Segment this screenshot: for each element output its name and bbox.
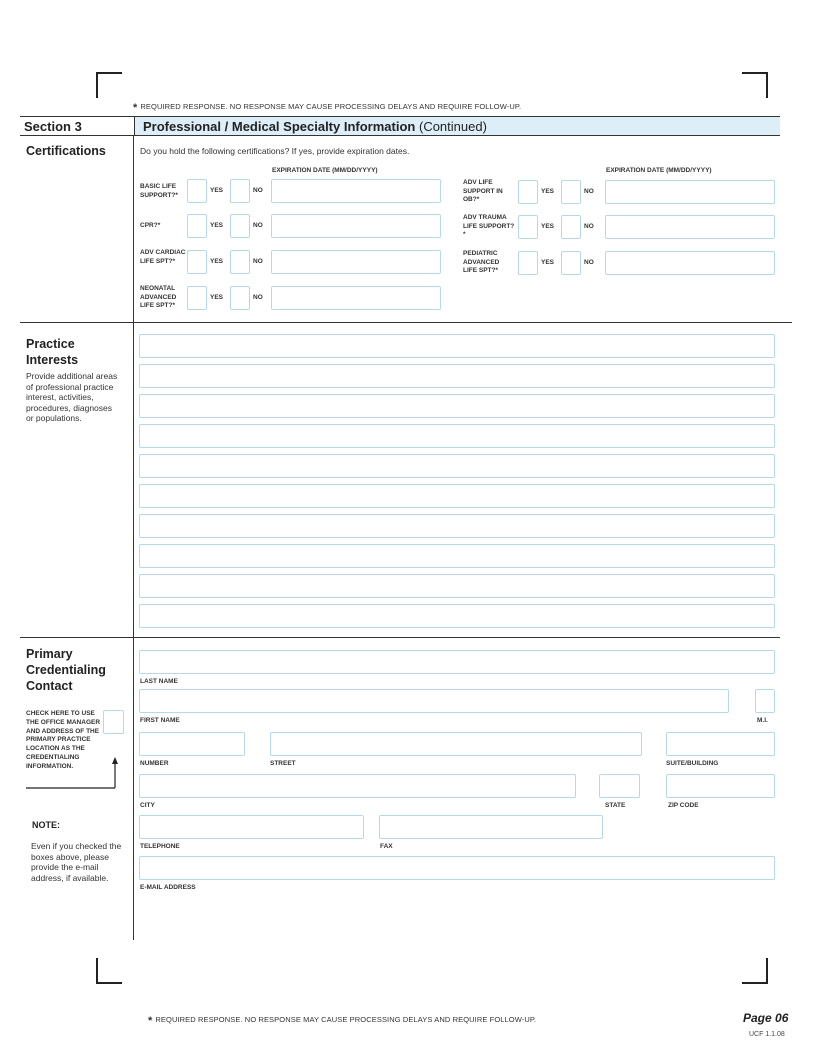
cert-yes-label: YES xyxy=(210,258,224,265)
cert-yes-label: YES xyxy=(541,259,555,266)
last-name-input[interactable] xyxy=(139,650,775,674)
cert-date-input-adv-trauma[interactable] xyxy=(605,215,775,239)
cert-no-box-adv-cardiac[interactable] xyxy=(230,250,250,274)
practice-interest-line-6[interactable] xyxy=(139,484,775,508)
cert-yes-box-pediatric[interactable] xyxy=(518,251,538,275)
cert-label-pediatric: PEDIATRIC ADVANCED LIFE SPT?* xyxy=(463,250,500,274)
fax-input[interactable] xyxy=(379,815,603,839)
email-label: E-MAIL ADDRESS xyxy=(140,884,196,891)
certifications-question: Do you hold the following certifications? If yes, provide expiration dates. xyxy=(140,146,410,156)
zip-code-input[interactable] xyxy=(666,774,775,798)
street-label: STREET xyxy=(270,760,296,767)
cert-label-adv-trauma: ADV TRAUMA LIFE SUPPORT?* xyxy=(463,214,515,238)
zip-code-label: ZIP CODE xyxy=(668,802,699,809)
middle-initial-label: M.I. xyxy=(757,717,768,724)
divider-practice-interests xyxy=(20,637,780,638)
practice-interest-line-1[interactable] xyxy=(139,334,775,358)
cert-yes-box-adv-trauma[interactable] xyxy=(518,215,538,239)
last-name-label: LAST NAME xyxy=(140,678,178,685)
practice-interest-line-4[interactable] xyxy=(139,424,775,448)
office-manager-checkbox[interactable] xyxy=(103,710,124,734)
section-header xyxy=(20,116,780,136)
cert-no-label: NO xyxy=(253,258,263,265)
telephone-input[interactable] xyxy=(139,815,364,839)
cert-date-input-cpr[interactable] xyxy=(271,214,441,238)
first-name-input[interactable] xyxy=(139,689,729,713)
required-note-bottom xyxy=(148,1015,536,1027)
page-number: Page 06 xyxy=(743,1011,789,1025)
street-number-input[interactable] xyxy=(139,732,245,756)
cert-no-box-basic-life-support[interactable] xyxy=(230,179,250,203)
required-star: * xyxy=(133,102,138,114)
state-label: STATE xyxy=(605,802,626,809)
email-input[interactable] xyxy=(139,856,775,880)
section-title xyxy=(143,119,487,134)
cert-no-label: NO xyxy=(584,223,594,230)
cert-no-box-neonatal[interactable] xyxy=(230,286,250,310)
office-manager-checkbox-text: CHECK HERE TO USE THE OFFICE MANAGER AND ADDRESS OF THE PRIMARY PRACTICE LOCATION AS THE CREDENTIALING INFORMATION. xyxy=(26,710,101,770)
certifications-title: Certifications xyxy=(26,144,106,158)
cert-label-basic-life-support: BASIC LIFE SUPPORT?* xyxy=(140,183,178,199)
section-title-bar xyxy=(134,117,780,135)
city-label: CITY xyxy=(140,802,155,809)
cert-no-label: NO xyxy=(253,222,263,229)
city-input[interactable] xyxy=(139,774,576,798)
cert-yes-label: YES xyxy=(541,188,555,195)
practice-interest-line-10[interactable] xyxy=(139,604,775,628)
required-note-text: REQUIRED RESPONSE. NO RESPONSE MAY CAUSE PROCESSING DELAYS AND REQUIRE FOLLOW-UP. xyxy=(155,1015,537,1024)
cert-no-box-adv-life-ob[interactable] xyxy=(561,180,581,204)
required-star: * xyxy=(148,1015,153,1027)
cert-no-label: NO xyxy=(584,259,594,266)
street-number-label: NUMBER xyxy=(140,760,169,767)
column-divider xyxy=(133,136,134,940)
cert-date-input-neonatal[interactable] xyxy=(271,286,441,310)
cert-yes-box-adv-life-ob[interactable] xyxy=(518,180,538,204)
corner-mark-bottom-right xyxy=(742,958,768,984)
street-input[interactable] xyxy=(270,732,642,756)
practice-interest-line-9[interactable] xyxy=(139,574,775,598)
arrow-up-icon xyxy=(26,756,122,792)
cert-yes-box-cpr[interactable] xyxy=(187,214,207,238)
corner-mark-bottom-left xyxy=(96,958,122,984)
cert-label-adv-life-ob: ADV LIFE SUPPORT IN OB?* xyxy=(463,179,503,203)
section-title-text: Professional / Medical Specialty Information xyxy=(143,119,416,134)
cert-yes-label: YES xyxy=(210,222,224,229)
divider-certifications xyxy=(20,322,792,323)
cert-no-label: NO xyxy=(584,188,594,195)
section-title-suffix: (Continued) xyxy=(418,119,487,134)
expiration-header-left: EXPIRATION DATE (MM/DD/YYYY) xyxy=(272,167,378,174)
expiration-header-right: EXPIRATION DATE (MM/DD/YYYY) xyxy=(606,167,712,174)
required-note-text: REQUIRED RESPONSE. NO RESPONSE MAY CAUSE PROCESSING DELAYS AND REQUIRE FOLLOW-UP. xyxy=(140,102,522,111)
cert-no-box-adv-trauma[interactable] xyxy=(561,215,581,239)
section-number: Section 3 xyxy=(24,119,82,134)
practice-interests-description: Provide additional areas of professional practice interest, activities, procedures, diagnoses or populations. xyxy=(26,371,118,423)
cert-yes-label: YES xyxy=(210,187,224,194)
middle-initial-input[interactable] xyxy=(755,689,775,713)
practice-interest-line-3[interactable] xyxy=(139,394,775,418)
cert-date-input-adv-life-ob[interactable] xyxy=(605,180,775,204)
primary-contact-title: Primary Credentialing Contact xyxy=(26,647,106,693)
cert-yes-box-neonatal[interactable] xyxy=(187,286,207,310)
cert-label-neonatal: NEONATAL ADVANCED LIFE SPT?* xyxy=(140,285,177,309)
cert-label-cpr: CPR?* xyxy=(140,222,161,229)
practice-interest-line-2[interactable] xyxy=(139,364,775,388)
suite-building-label: SUITE/BUILDING xyxy=(666,760,719,767)
corner-mark-top-right xyxy=(742,72,768,98)
practice-interest-line-7[interactable] xyxy=(139,514,775,538)
first-name-label: FIRST NAME xyxy=(140,717,180,724)
telephone-label: TELEPHONE xyxy=(140,843,180,850)
cert-no-box-cpr[interactable] xyxy=(230,214,250,238)
cert-date-input-basic-life-support[interactable] xyxy=(271,179,441,203)
state-input[interactable] xyxy=(599,774,640,798)
suite-building-input[interactable] xyxy=(666,732,775,756)
form-version: UCF 1.1.08 xyxy=(749,1031,785,1038)
note-title: NOTE: xyxy=(32,820,60,830)
cert-yes-box-adv-cardiac[interactable] xyxy=(187,250,207,274)
practice-interests-title: Practice Interests xyxy=(26,337,79,367)
cert-no-box-pediatric[interactable] xyxy=(561,251,581,275)
cert-yes-label: YES xyxy=(541,223,555,230)
cert-date-input-pediatric[interactable] xyxy=(605,251,775,275)
cert-label-adv-cardiac: ADV CARDIAC LIFE SPT?* xyxy=(140,249,186,265)
cert-no-label: NO xyxy=(253,294,263,301)
practice-interest-line-8[interactable] xyxy=(139,544,775,568)
note-text: Even if you checked the boxes above, please provide the e-mail address, if available. xyxy=(31,841,122,883)
cert-yes-label: YES xyxy=(210,294,224,301)
practice-interest-line-5[interactable] xyxy=(139,454,775,478)
cert-date-input-adv-cardiac[interactable] xyxy=(271,250,441,274)
required-note-top xyxy=(133,102,521,114)
cert-yes-box-basic-life-support[interactable] xyxy=(187,179,207,203)
corner-mark-top-left xyxy=(96,72,122,98)
cert-no-label: NO xyxy=(253,187,263,194)
fax-label: FAX xyxy=(380,843,393,850)
